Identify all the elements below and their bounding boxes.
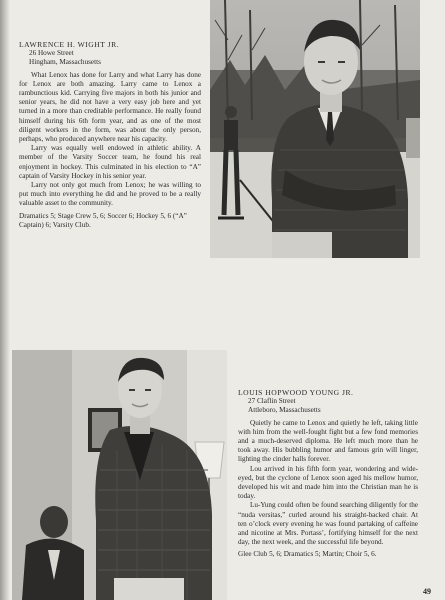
- address-street: 27 Claflin Street: [248, 397, 296, 406]
- portrait-photo-hockey: [210, 0, 420, 258]
- top-entry-text: [19, 40, 201, 237]
- address-street: 26 Howe Street: [29, 49, 74, 58]
- bio-paragraph: Larry not only got much from Lenox; he was willing to put much into everything he did and he proved to be a really valuable asset to the community.: [19, 181, 201, 208]
- bottom-entry-text: [238, 388, 418, 567]
- page-gutter-shadow: [0, 0, 10, 600]
- bio-paragraph: Quietly he came to Lenox and quietly he left, taking little with him from the well-fought fight but a few fond memories and a much-deserved diploma. He left much more than he took away. His bubbling humor and famous grin will linger, lighting the cinder halls forever.: [238, 418, 418, 464]
- bio-paragraph: Larry was equally well endowed in athletic ability. A member of the Varsity Soccer team, he found his real enjoyment in hockey. This culminated in his election to “A” captain of Varsity Hockey in his senior year.: [19, 144, 201, 180]
- student-name: LOUIS HOPWOOD YOUNG JR.: [238, 388, 354, 397]
- activities-list: Glee Club 5, 6; Dramatics 5; Martin; Choir 5, 6.: [238, 550, 377, 559]
- address-city: Hingham, Massachusetts: [29, 58, 101, 67]
- bio-paragraph: Lu-Yung could often be found searching diligently for the “nuda versitas,” curled around his straight-backed chair. At ten o’clock every evening he was found partaking of caffeine and nicotine at Mrs. Portass’, fortifying himself for the next day, the next week, and the successful life beyond.: [238, 501, 418, 547]
- activities-list: Dramatics 5; Stage Crew 5, 6; Soccer 6; Hockey 5, 6 (“A” Captain) 6; Varsity Club.: [19, 211, 187, 229]
- address-city: Attleboro, Massachusetts: [248, 406, 321, 415]
- student-name: LAWRENCE H. WIGHT JR.: [19, 40, 120, 49]
- page-number: 49: [423, 587, 431, 596]
- bio-paragraph: What Lenox has done for Larry and what Larry has done for Lenox are both amazing. Larry came to Lenox a rambunctious kid. Carrying five majors in both his junior and senior years, he did not have a very easy job here and yet turned in a more than creditable performance. He really found himself during his 6th form year, and as one of the most diligent workers in the form, was about the only person, perhaps, who produced anywhere near his capacity.: [19, 70, 201, 144]
- portrait-photo-indoor: [12, 350, 227, 600]
- bio-paragraph: Lou arrived in his fifth form year, wondering and wide-eyed, but the cyclone of Lenox soon aged his mellow humor, developed his wit and made him into the Christian man he is today.: [238, 464, 418, 501]
